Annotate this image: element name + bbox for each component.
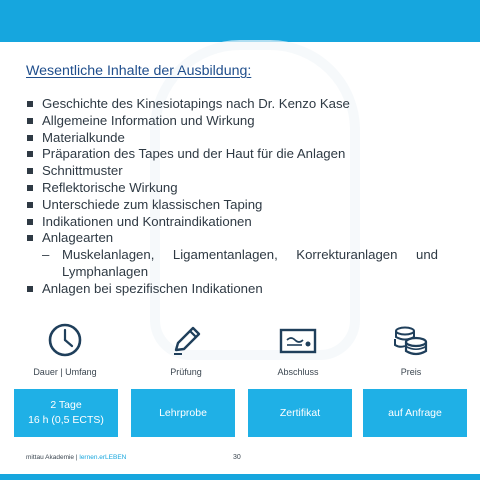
duration-value-box: 2 Tage 16 h (0,5 ECTS)	[14, 389, 118, 437]
section-heading: Wesentliche Inhalte der Ausbildung:	[26, 63, 252, 79]
exam-value-box: Lehrprobe	[131, 389, 235, 437]
coins-icon	[391, 322, 431, 358]
list-item: Geschichte des Kinesiotapings nach Dr. Kenzo Kase	[26, 96, 438, 113]
info-column-price	[356, 322, 466, 377]
certificate-icon	[278, 322, 318, 358]
footer-band	[0, 474, 480, 480]
page-number: 30	[233, 454, 241, 461]
list-item: Anlagearten	[26, 230, 438, 247]
info-caption: Dauer | Umfang	[33, 367, 97, 377]
header-band	[0, 0, 480, 42]
bullet-icon	[27, 118, 33, 124]
price-value-box: auf Anfrage	[363, 389, 467, 437]
sub-list-item: – Muskelanlagen, Ligamentanlagen, Korrekturanlagen und Lymphanlagen	[42, 247, 438, 279]
info-caption: Abschluss	[277, 367, 319, 377]
info-caption: Preis	[400, 367, 422, 377]
list-item: Präparation des Tapes und der Haut für die Anlagen	[26, 146, 438, 163]
info-caption: Prüfung	[170, 367, 202, 377]
topic-list	[26, 96, 438, 298]
bullet-icon	[27, 101, 33, 107]
bullet-icon	[27, 219, 33, 225]
list-item: Anlagen bei spezifischen Indikationen	[26, 281, 438, 298]
bullet-icon	[27, 185, 33, 191]
bullet-icon	[27, 235, 33, 241]
footer-brand: mittau Akademie | lernen.erLEBEN	[26, 454, 127, 461]
info-column-certificate	[243, 322, 353, 377]
info-column-exam	[131, 322, 241, 377]
info-column-duration	[10, 322, 120, 377]
info-icons-row	[0, 322, 480, 382]
list-item: Schnittmuster	[26, 163, 438, 180]
list-item: Allgemeine Information und Wirkung	[26, 113, 438, 130]
list-item: Unterschiede zum klassischen Taping	[26, 197, 438, 214]
bullet-icon	[27, 202, 33, 208]
pencil-icon	[168, 322, 204, 358]
info-values-row	[0, 389, 480, 437]
bullet-icon	[27, 168, 33, 174]
list-item: Indikationen und Kontraindikationen	[26, 214, 438, 231]
clock-icon	[47, 322, 83, 358]
list-item: Reflektorische Wirkung	[26, 180, 438, 197]
certificate-value-box: Zertifikat	[248, 389, 352, 437]
dash-marker: –	[42, 247, 50, 263]
list-item: Materialkunde	[26, 130, 438, 147]
bullet-icon	[27, 151, 33, 157]
bullet-icon	[27, 135, 33, 141]
bullet-icon	[27, 286, 33, 292]
